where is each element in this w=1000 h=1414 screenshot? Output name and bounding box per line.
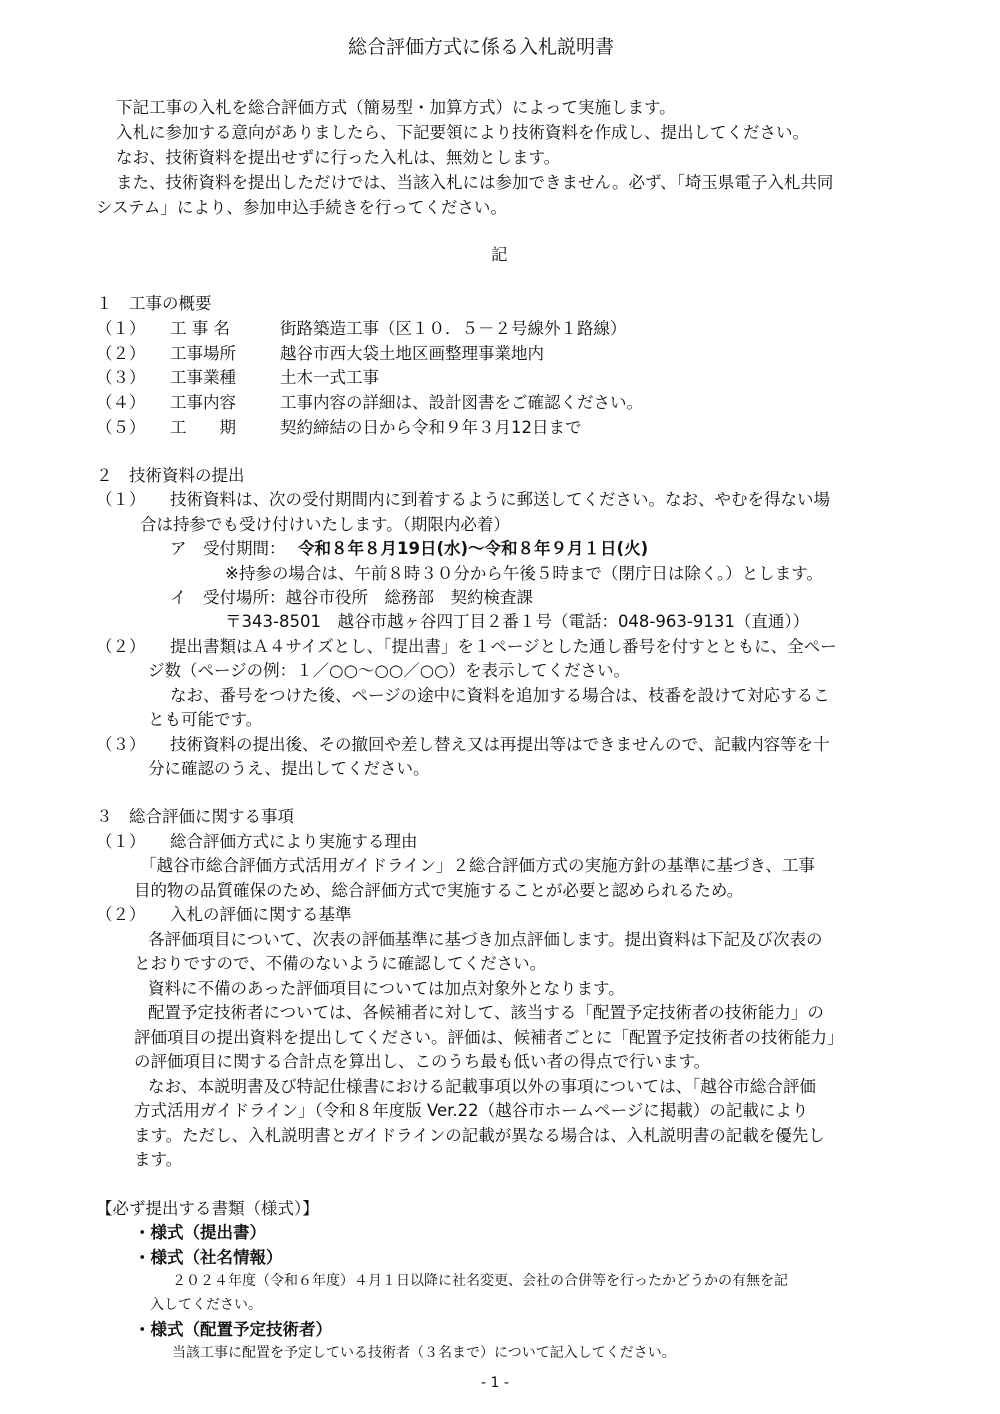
reception-place-label: イ 受付場所：越谷市役所 総務部 契約検査課 [170,588,533,607]
item-number: （３） [96,735,146,754]
item-number: （１） [96,319,146,338]
section-2-heading: ２ 技術資料の提出 [96,466,245,485]
evaluation-paragraph-4-line-2: 方式活用ガイドライン」（令和８年度版 Ver.22（越谷市ホームページに掲載）の記載により [134,1101,809,1120]
item-number: （２） [96,637,146,656]
item-number: （５） [96,418,146,437]
form-assigned-engineer-line-1: 当該工事に配置を予定している技術者（３名まで）について記入してください。 [172,1345,676,1361]
item-label: 工 期 [170,418,236,437]
section-3-item-1-line-2: 目的物の品質確保のため、総合評価方式で実施することが必要と認められるため。 [134,881,744,900]
item-number: （２） [96,905,146,924]
item-value: 工事内容の詳細は、設計図書をご確認ください。 [280,393,643,412]
evaluation-paragraph-1-line-2: とおりですので、不備のないように確認してください。 [134,954,547,973]
section-2-item-1-line-1: 技術資料は、次の受付期間内に到着するように郵送してください。なお、やむを得ない場 [170,490,830,509]
section-2-item-2-line-2: ジ数（ページの例：１／○○～○○／○○）を表示してください。 [148,661,631,680]
section-2-item-2-line-4: とも可能です。 [148,710,263,729]
item-value: 契約締結の日から令和９年３月12日まで [280,418,582,437]
intro-paragraph-1: 下記工事の入札を総合評価方式（簡易型・加算方式）によって実施します。 [116,98,676,117]
section-3-item-1-line-1: 「越谷市総合評価方式活用ガイドライン」２総合評価方式の実施方針の基準に基づき、工事 [140,856,815,875]
reception-period-label: ア 受付期間： [170,539,286,558]
required-forms-heading: 【必ず提出する書類（様式）】 [96,1199,319,1218]
intro-paragraph-4-line-1: また、技術資料を提出しただけでは、当該入札には参加できません。必ず、「埼玉県電子入札共同 [116,173,834,192]
evaluation-paragraph-3-line-2: 評価項目の提出資料を提出してください。評価は、候補者ごとに「配置予定技術者の技術能力」 [134,1028,844,1047]
item-value: 街路築造工事（区１０．５－２号線外１路線） [280,319,627,338]
section-2-item-2-line-3: なお、番号をつけた後、ページの途中に資料を追加する場合は、枝番を設けて対応するこ [170,686,830,705]
item-value: 越谷市西大袋土地区画整理事業地内 [280,344,544,363]
section-2-item-1-line-2: 合は持参でも受け付けいたします。（期限内必着） [140,515,510,534]
page-number: - 1 - [481,1375,509,1391]
section-2-item-2-line-1: 提出書類はＡ４サイズとし、「提出書」を１ページとした通し番号を付すとともに、全ペー [170,637,837,656]
evaluation-paragraph-4-line-4: ます。 [134,1150,183,1169]
item-label: 工事業種 [170,368,236,387]
form-assigned-engineer: ・様式（配置予定技術者） [134,1320,332,1339]
evaluation-paragraph-4-line-1: なお、本説明書及び特記仕様書における記載事項以外の事項については、「越谷市総合評価 [148,1077,816,1096]
section-2-item-3-line-1: 技術資料の提出後、その撤回や差し替え又は再提出等はできませんので、記載内容等を十 [170,735,830,754]
form-submission: ・様式（提出書） [134,1223,266,1242]
section-3-item-1-title: 総合評価方式により実施する理由 [170,832,418,851]
reception-period-value: 令和８年８月19日(水)～令和８年９月１日(火) [298,539,649,558]
item-value: 土木一式工事 [280,368,379,387]
item-label: 工事内容 [170,393,236,412]
form-company-info-line-2: 入してください。 [150,1297,262,1313]
item-number: （２） [96,344,146,363]
intro-paragraph-2: 入札に参加する意向がありましたら、下記要領により技術資料を作成し、提出してください。 [116,123,809,142]
evaluation-paragraph-4-line-3: ます。ただし、入札説明書とガイドラインの記載が異なる場合は、入札説明書の記載を優先し [134,1126,825,1145]
form-company-info-line-1: ２０２４年度（令和６年度）４月１日以降に社名変更、会社の合併等を行ったかどうかの有無を記 [172,1273,788,1289]
form-company-info: ・様式（社名情報） [134,1248,283,1267]
evaluation-paragraph-2: 資料に不備のあった評価項目については加点対象外となります。 [148,979,625,998]
item-label: 工事場所 [170,344,236,363]
item-label: 工 事 名 [170,319,230,338]
intro-paragraph-3: なお、技術資料を提出せずに行った入札は、無効とします。 [116,148,561,167]
reception-address: 〒343-8501 越谷市越ヶ谷四丁目２番１号（電話：048-963-9131（直通）） [225,612,810,631]
intro-paragraph-4-line-2: システム」により、参加申込手続きを行ってください。 [96,198,507,217]
section-3-heading: ３ 総合評価に関する事項 [96,807,294,826]
item-number: （１） [96,832,146,851]
item-number: （３） [96,368,146,387]
item-number: （１） [96,490,146,509]
evaluation-paragraph-1-line-1: 各評価項目について、次表の評価基準に基づき加点評価します。提出資料は下記及び次表の [148,930,823,949]
document-title: 総合評価方式に係る入札説明書 [348,36,615,58]
section-1-heading: １ 工事の概要 [96,294,212,313]
section-2-item-3-line-2: 分に確認のうえ、提出してください。 [148,759,430,778]
section-3-item-2-title: 入札の評価に関する基準 [170,905,352,924]
evaluation-paragraph-3-line-3: の評価項目に関する合計点を算出し、このうち最も低い者の得点で行います。 [134,1052,711,1071]
reception-period-note: ※持参の場合は、午前８時３０分から午後５時まで（閉庁日は除く。）とします。 [225,564,823,583]
item-number: （４） [96,393,146,412]
evaluation-paragraph-3-line-1: 配置予定技術者については、各候補者に対して、該当する「配置予定技術者の技術能力」の [148,1003,824,1022]
ki-marker: 記 [491,245,508,264]
